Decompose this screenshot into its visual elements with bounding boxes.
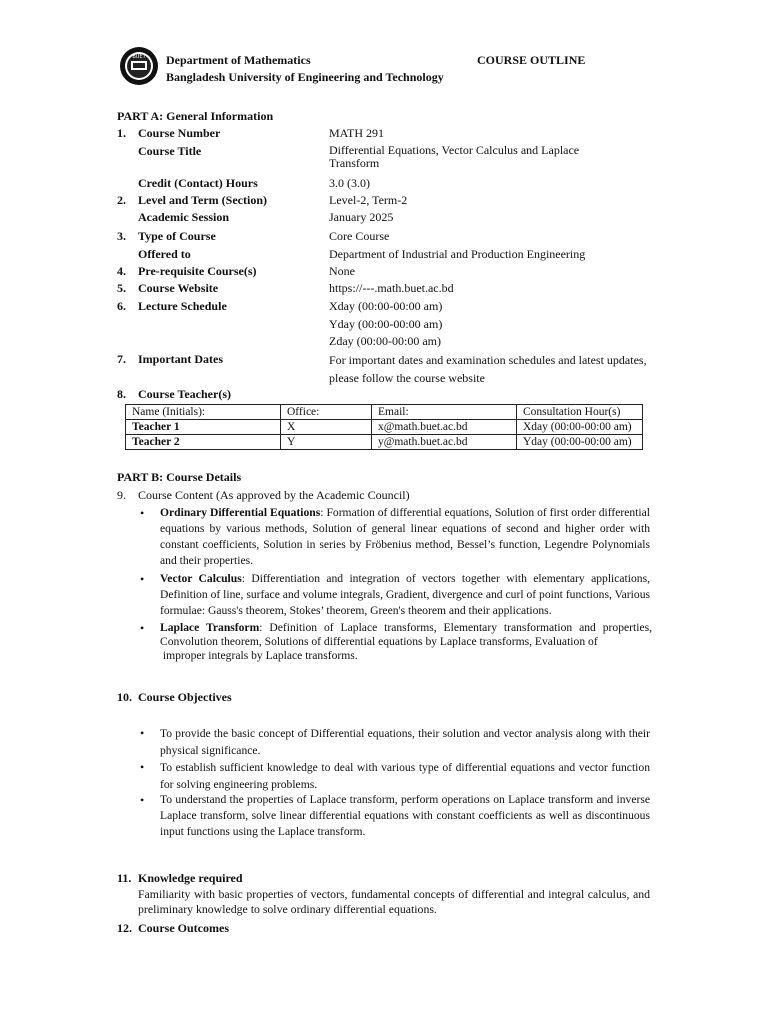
course-content-label: Course Content (As approved by the Academic Council) [138, 488, 410, 502]
level-term-label: Level and Term (Section) [138, 193, 267, 207]
important-dates-value [329, 351, 647, 387]
course-type-label: Type of Course [138, 229, 216, 243]
prerequisite-label: Pre-requisite Course(s) [138, 264, 257, 278]
item-number: 11. [117, 871, 132, 885]
university-logo [119, 46, 159, 86]
part-b-heading: PART B: Course Details [117, 470, 242, 484]
item-number: 12. [117, 921, 132, 935]
item-number: 5. [117, 281, 126, 295]
objective-item: To understand the properties of Laplace transform, perform operations on Laplace transform and inverse Laplace transform, solve linear differential equations with constant coefficients as well as discontinuous input functions using the Laplace transform. [160, 793, 650, 838]
doc-title: COURSE OUTLINE [477, 53, 586, 67]
teacher-table [125, 404, 643, 450]
office-cell: Y [281, 435, 372, 450]
academic-session-value: January 2025 [329, 210, 394, 224]
bullet-icon: • [140, 760, 145, 774]
office-cell: X [281, 420, 372, 435]
email-cell[interactable]: y@math.buet.ac.bd [372, 435, 517, 450]
lecture-schedule-label: Lecture Schedule [138, 299, 227, 313]
dates-line-1: For important dates and examination schedules and latest updates, [329, 353, 647, 367]
course-number-label: Course Number [138, 126, 221, 140]
item-number: 3. [117, 229, 126, 243]
course-teachers-label: Course Teacher(s) [138, 387, 231, 401]
table-header-row [126, 405, 643, 420]
content-item-line: improper integrals by Laplace transforms. [160, 649, 358, 662]
course-number-value: MATH 291 [329, 126, 385, 140]
consultation-cell: Xday (00:00-00:00 am) [517, 420, 643, 435]
item-number: 2. [117, 193, 126, 207]
course-title-label: Course Title [138, 144, 202, 158]
item-number: 6. [117, 299, 126, 313]
header-cell: Email: [372, 405, 517, 420]
credit-hours-value: 3.0 (3.0) [329, 176, 370, 190]
offered-to-value: Department of Industrial and Production Engineering [329, 247, 586, 261]
course-title-line-2: Transform [329, 156, 380, 170]
course-title-value [329, 144, 579, 170]
table-row [126, 420, 643, 435]
schedule-line: Zday (00:00-00:00 am) [329, 334, 441, 348]
schedule-line: Xday (00:00-00:00 am) [329, 299, 443, 313]
department-name: Department of Mathematics [166, 53, 311, 67]
academic-session-label: Academic Session [138, 210, 229, 224]
knowledge-required-text: Familiarity with basic properties of vectors, fundamental concepts of differential and integral calculus, and preliminary knowledge to solve ordinary differential equations. [138, 887, 650, 916]
item-number: 9. [117, 488, 126, 502]
header-cell: Office: [281, 405, 372, 420]
bullet-icon: • [140, 506, 145, 520]
teacher-name-cell: Teacher 2 [126, 435, 281, 450]
content-item-vector [160, 571, 650, 619]
bullet-icon: • [140, 572, 145, 586]
content-item-ode [160, 505, 650, 569]
content-item-title: Vector Calculus [160, 572, 242, 585]
schedule-line: Yday (00:00-00:00 am) [329, 316, 443, 331]
dates-line-2: please follow the course website [329, 371, 485, 385]
important-dates-label: Important Dates [138, 352, 223, 366]
header-cell: Name (Initials): [126, 405, 281, 420]
table-row [126, 435, 643, 450]
item-number: 4. [117, 264, 126, 278]
course-objectives-label: Course Objectives [138, 690, 232, 704]
offered-to-label: Offered to [138, 247, 191, 261]
teacher-name-cell: Teacher 1 [126, 420, 281, 435]
bullet-icon: • [140, 726, 145, 740]
content-item-text: : Formation of differential equations, Solution of first order differential equations by various methods, Solution of general linear equations of second and higher order with constant coefficients, Solution in series by Fröbenius method, Bessel’s function, Legendre Polynomials and their properties. [160, 506, 650, 567]
item-number: 8. [117, 387, 126, 401]
course-title-line-1: Differential Equations, Vector Calculus and Laplace [329, 143, 580, 157]
content-item-text: : Definition of Laplace transforms, Elementary transformation and properties, [259, 621, 653, 634]
bullet-icon: • [140, 793, 145, 807]
bullet-icon: • [140, 621, 145, 635]
email-cell[interactable]: x@math.buet.ac.bd [372, 420, 517, 435]
item-number: 1. [117, 126, 126, 140]
course-outcomes-label: Course Outcomes [138, 921, 229, 935]
header-cell: Consultation Hour(s) [517, 405, 643, 420]
lecture-schedule-value [329, 298, 442, 351]
knowledge-required-label: Knowledge required [138, 871, 243, 885]
content-item-text: : Differentiation and integration of vectors together with elementary applications, Definition of line, surface and volume integrals, Gradient, divergence and curl of point functions, Various formulae: Gauss's theorem, Stokes’ theorem, Green's theorem and their applications. [160, 572, 650, 617]
objective-item: To provide the basic concept of Differential equations, their solution and vector analysis along with their physical significance. [160, 727, 650, 757]
part-a-heading: PART A: General Information [117, 109, 274, 123]
svg-text:BUET: BUET [132, 54, 146, 60]
university-name: Bangladesh University of Engineering and Technology [166, 70, 444, 84]
content-item-laplace [160, 620, 652, 663]
course-type-value: Core Course [329, 229, 390, 243]
course-website-label: Course Website [138, 281, 219, 295]
level-term-value: Level-2, Term-2 [329, 193, 408, 207]
item-number: 10. [117, 690, 132, 704]
content-item-line: Convolution theorem, Solutions of differential equations by Laplace transforms, Evaluation of [160, 635, 598, 648]
content-item-title: Ordinary Differential Equations [160, 506, 321, 519]
objective-item: To establish sufficient knowledge to deal with various type of differential equations and vector function for solving engineering problems. [160, 761, 650, 791]
consultation-cell: Yday (00:00-00:00 am) [517, 435, 643, 450]
prerequisite-value: None [329, 264, 355, 278]
item-number: 7. [117, 352, 126, 366]
content-item-title: Laplace Transform [160, 621, 260, 634]
course-website-link[interactable]: https://---.math.buet.ac.bd [329, 281, 454, 295]
credit-hours-label: Credit (Contact) Hours [138, 176, 258, 190]
